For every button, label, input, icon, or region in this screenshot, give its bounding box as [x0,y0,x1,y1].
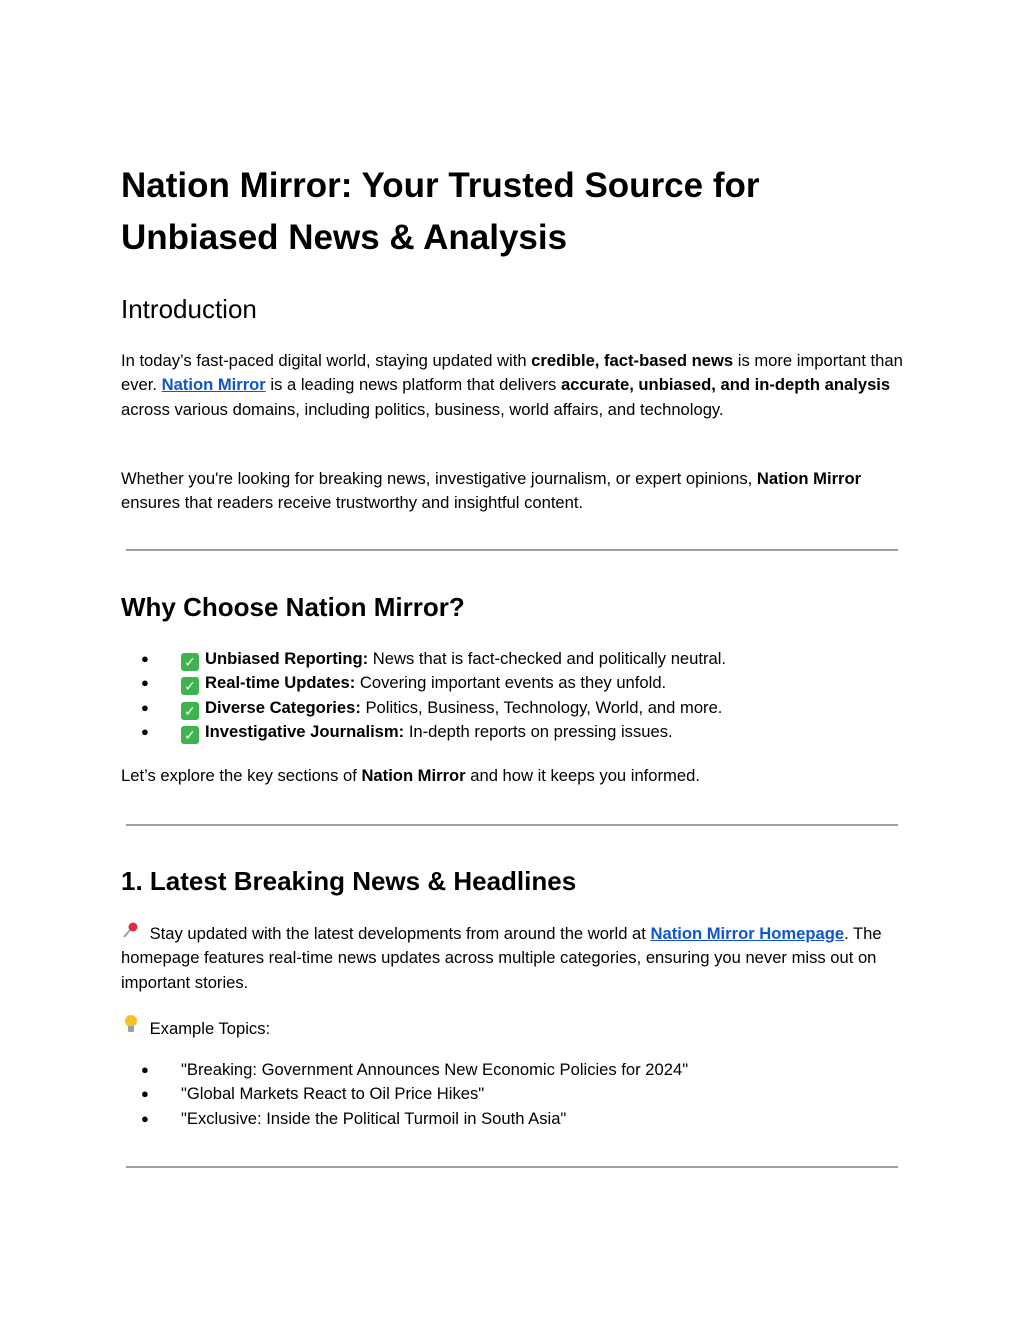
explore-bold-nation-mirror: Nation Mirror [361,766,466,785]
page-title: Nation Mirror: Your Trusted Source for Unbiased News & Analysis [121,166,760,257]
list-item-text: Politics, Business, Technology, World, and more. [360,697,723,717]
explore-paragraph [121,764,906,788]
list-item [121,1107,688,1131]
intro2-text-2: ensures that readers receive trustworthy and insightful content. [121,493,584,513]
latest-text-1: Stay updated with the latest developments from around the world at [145,924,651,943]
topic-text: "Global Markets React to Oil Price Hikes" [181,1084,485,1104]
explore-text-1: Let’s explore the key sections of [121,766,362,785]
introduction-heading: Introduction [121,294,257,324]
topic-text: "Breaking: Government Announces New Economic Policies for 2024" [181,1060,689,1079]
list-item [121,647,726,671]
list-item-label: Unbiased Reporting: [205,649,369,668]
list-item [121,671,726,695]
why-choose-heading: Why Choose Nation Mirror? [121,592,465,622]
intro-bold-accurate: accurate, unbiased, and in-depth analysis [560,375,891,395]
light-bulb-icon [121,1014,141,1041]
check-mark-icon: ✓ [181,702,199,720]
list-item-label: Investigative Journalism: [205,721,405,741]
intro2-bold-nation-mirror: Nation Mirror [756,469,862,488]
bullet-icon: ● [141,699,149,715]
bullet-icon: ● [141,1086,149,1102]
list-item-label: Real-time Updates: [205,673,356,693]
intro-text-1: In today’s fast-paced digital world, staying updated with [121,351,532,370]
list-item [121,1082,688,1106]
latest-text-2: . The homepage features real-time news updates across multiple categories, ensuring you never miss out on important stories. [121,924,882,992]
nation-mirror-link[interactable]: Nation Mirror [161,375,266,395]
latest-paragraph [121,921,906,995]
intro-text-4: across various domains, including politics, business, world affairs, and technology. [121,399,724,419]
why-choose-list [121,647,726,744]
bullet-icon: ● [141,651,149,666]
pushpin-icon [121,921,141,946]
intro-paragraph [121,349,906,422]
example-topics-label [121,1014,906,1041]
check-mark-icon: ✓ [181,726,199,744]
bullet-icon: ● [141,1062,149,1077]
horizontal-rule [126,549,898,551]
list-item-text: In-depth reports on pressing issues. [404,721,673,741]
list-item [121,720,726,744]
horizontal-rule [126,824,898,826]
list-item-text: Covering important events as they unfold. [355,673,667,693]
example-topics-text: Example Topics: [145,1019,271,1038]
example-topics-list [121,1058,688,1131]
nation-mirror-homepage-link[interactable]: Nation Mirror Homepage [650,924,845,943]
intro-bold-credible: credible, fact-based news [531,351,734,370]
bullet-icon: ● [141,723,149,739]
explore-text-2: and how it keeps you informed. [465,766,700,785]
check-mark-icon: ✓ [181,677,199,695]
intro2-text-1: Whether you're looking for breaking news, investigative journalism, or expert opinions, [121,469,757,488]
check-mark-icon: ✓ [181,653,199,671]
list-item [121,696,726,720]
list-item-text: News that is fact-checked and politically neutral. [368,649,727,668]
latest-news-heading: 1. Latest Breaking News & Headlines [121,866,577,896]
intro-text-3: is a leading news platform that delivers [265,375,561,395]
intro-text-2: is more important than ever. [121,351,903,395]
horizontal-rule [126,1166,898,1168]
bullet-icon: ● [141,1110,149,1126]
list-item [121,1058,688,1082]
topic-text: "Exclusive: Inside the Political Turmoil in South Asia" [181,1108,567,1128]
bullet-icon: ● [141,675,149,691]
list-item-label: Diverse Categories: [205,697,361,717]
intro-paragraph-2 [121,467,906,516]
